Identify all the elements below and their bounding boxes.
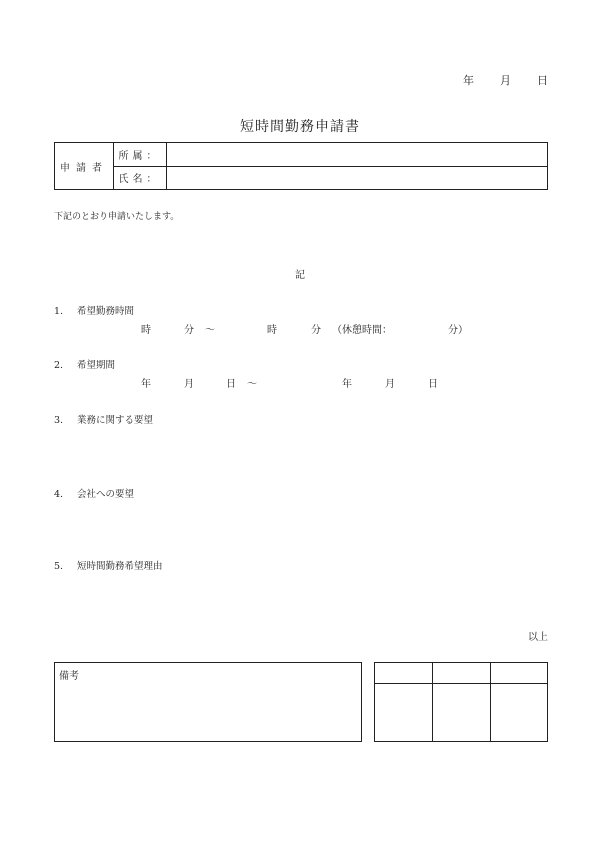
approval-stamp-grid xyxy=(374,662,548,742)
period-start-day-label: 日 xyxy=(226,379,236,390)
section-4-title: 会社への要望 xyxy=(77,489,135,500)
work-hour-start-label: 時 xyxy=(141,325,151,336)
affiliation-row xyxy=(113,143,547,167)
section-1-number: 1. xyxy=(54,306,64,317)
date-header xyxy=(463,72,548,88)
closing-text: 以上 xyxy=(528,632,548,643)
section-4-heading xyxy=(54,486,134,500)
section-5-heading xyxy=(54,558,163,572)
section-2-title: 希望期間 xyxy=(77,360,116,371)
section-1-fields xyxy=(0,321,600,335)
period-start-year-label: 年 xyxy=(141,379,151,390)
section-2-number: 2. xyxy=(54,360,64,371)
break-time-label: （休憩時間： xyxy=(332,325,392,336)
section-3-heading xyxy=(54,412,153,426)
work-time-tilde: ～ xyxy=(205,325,215,336)
applicant-table xyxy=(54,142,548,190)
section-3-title: 業務に関する要望 xyxy=(77,415,154,426)
section-1-title: 希望勤務時間 xyxy=(77,306,135,317)
date-day-label: 日 xyxy=(537,74,548,87)
work-hour-end-label: 時 xyxy=(267,325,277,336)
date-month-label: 月 xyxy=(500,74,511,87)
period-end-month-label: 月 xyxy=(385,379,395,390)
ki-marker: 記 xyxy=(295,270,305,281)
period-end-year-label: 年 xyxy=(342,379,352,390)
name-label: 氏名： xyxy=(113,166,167,189)
applicant-label: 申請者 xyxy=(55,143,114,189)
section-1-heading xyxy=(54,303,134,317)
remarks-box[interactable] xyxy=(54,662,362,742)
section-5-title: 短時間勤務希望理由 xyxy=(77,561,163,572)
intro-text: 下記のとおり申請いたします。 xyxy=(54,212,180,222)
stamp-grid-divider-2 xyxy=(490,663,491,741)
section-2-fields xyxy=(0,375,600,389)
date-year-label: 年 xyxy=(463,74,474,87)
remarks-label: 備考 xyxy=(59,671,79,682)
stamp-grid-header-divider xyxy=(375,683,547,684)
name-row xyxy=(113,166,547,189)
affiliation-label: 所属： xyxy=(113,143,167,166)
period-tilde: ～ xyxy=(247,379,257,390)
section-2-heading xyxy=(54,357,115,371)
section-3-number: 3. xyxy=(54,415,64,426)
section-4-number: 4. xyxy=(54,489,64,500)
work-minute-start-label: 分 xyxy=(184,325,194,336)
break-minute-label: 分） xyxy=(448,325,468,336)
section-5-number: 5. xyxy=(54,561,64,572)
period-end-day-label: 日 xyxy=(428,379,438,390)
name-field[interactable] xyxy=(167,166,547,189)
document-title: 短時間勤務申請書 xyxy=(240,119,360,135)
period-start-month-label: 月 xyxy=(184,379,194,390)
affiliation-field[interactable] xyxy=(167,143,547,166)
stamp-grid-divider-1 xyxy=(432,663,433,741)
work-minute-end-label: 分 xyxy=(311,325,321,336)
